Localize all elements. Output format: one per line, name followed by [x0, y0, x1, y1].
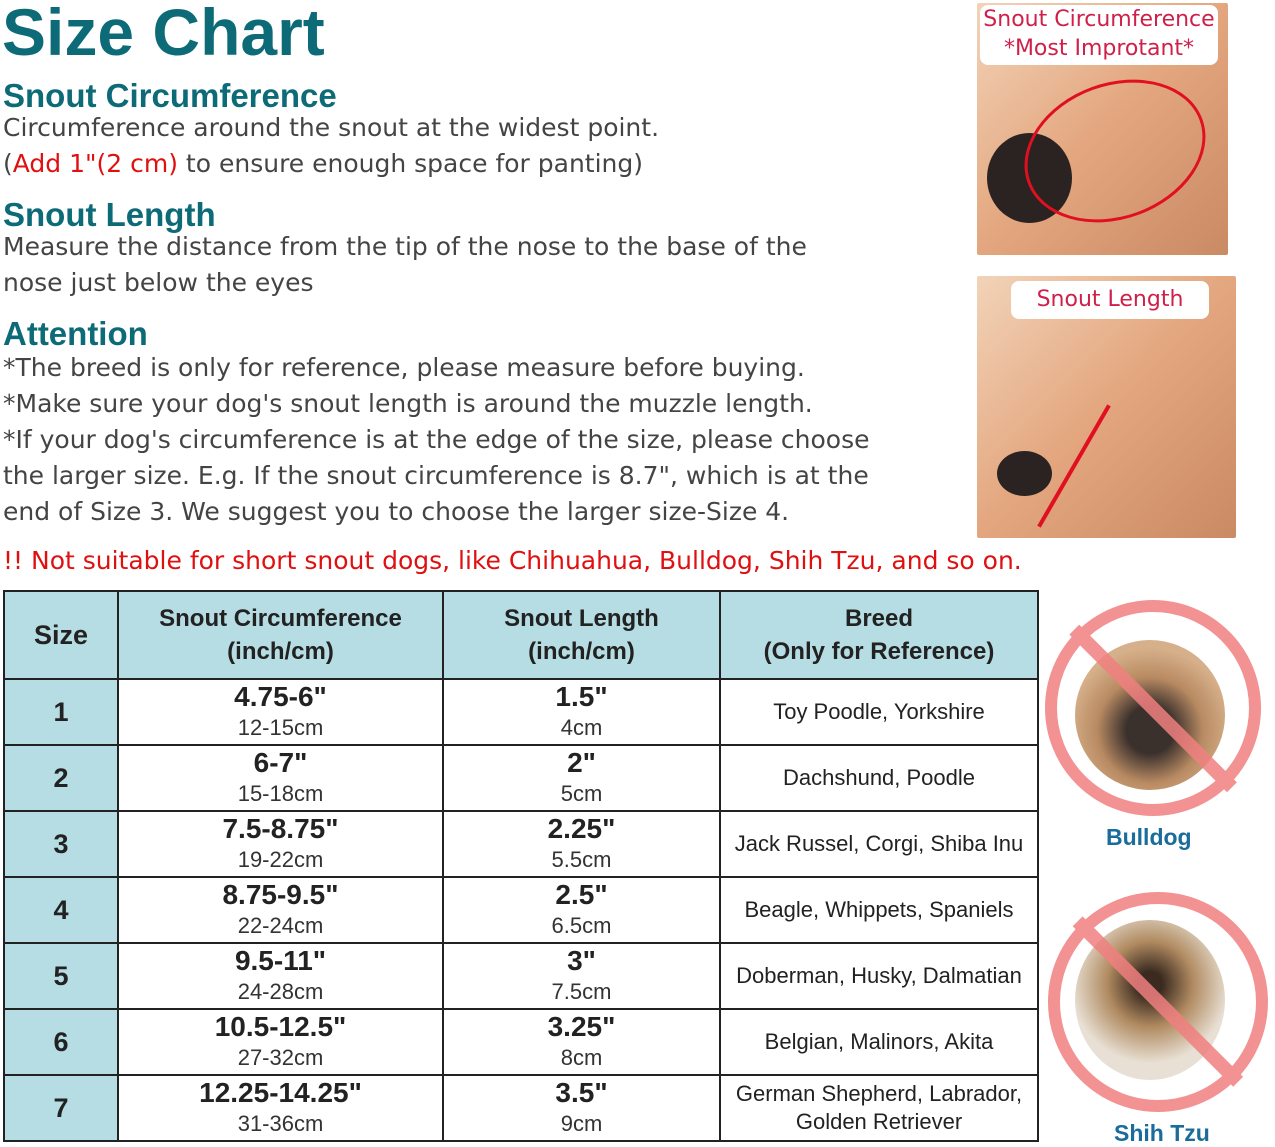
table-row: [4, 1075, 1038, 1141]
table-row: [4, 1009, 1038, 1075]
attention-line: end of Size 3. We suggest you to choose the larger size-Size 4.: [3, 497, 790, 526]
circumference-inch: 8.75-9.5": [222, 879, 339, 910]
length-inch: 3": [567, 945, 596, 976]
breed-cell: Belgian, Malinors, Akita: [720, 1009, 1038, 1075]
length-inch: 3.25": [547, 1011, 616, 1042]
add-allowance: Add 1"(2 cm): [12, 149, 178, 178]
header-line: (inch/cm): [227, 638, 334, 665]
length-cm: 5cm: [560, 781, 603, 806]
attention-heading: Attention: [3, 315, 148, 352]
circumference-note: [3, 146, 643, 182]
attention-line: *If your dog's circumference is at the edge of the size, please choose: [3, 425, 870, 454]
header-line: Snout Length: [504, 605, 659, 632]
attention-line: *Make sure your dog's snout length is around the muzzle length.: [3, 389, 813, 418]
breed-cell: Jack Russel, Corgi, Shiba Inu: [720, 811, 1038, 877]
circumference-inch: 7.5-8.75": [222, 813, 339, 844]
circumference-cell: [118, 745, 443, 811]
circumference-cell: [118, 1009, 443, 1075]
table-row: [4, 877, 1038, 943]
length-cell: [443, 1075, 720, 1141]
length-cell: [443, 1009, 720, 1075]
circumference-inch: 10.5-12.5": [214, 1011, 347, 1042]
prohibited-icon: [1045, 600, 1261, 816]
length-inch: 1.5": [555, 681, 608, 712]
header-length: [443, 591, 720, 679]
bulldog-label: Bulldog: [1106, 824, 1192, 850]
header-line: Breed: [844, 605, 914, 632]
label-line: *Most Improtant*: [1003, 36, 1195, 61]
snout-length-photo: [977, 276, 1236, 538]
circumference-cm: 31-36cm: [237, 1111, 324, 1136]
length-cm: 7.5cm: [551, 979, 612, 1004]
breed-cell: Doberman, Husky, Dalmatian: [720, 943, 1038, 1009]
breed-cell: Toy Poodle, Yorkshire: [720, 679, 1038, 745]
length-cm: 5.5cm: [551, 847, 612, 872]
snout-circumference-photo: [977, 3, 1228, 255]
circumference-cell: [118, 811, 443, 877]
length-cm: 4cm: [560, 715, 603, 740]
table-row: [4, 745, 1038, 811]
length-inch: 2": [567, 747, 596, 778]
size-cell: 7: [4, 1075, 118, 1141]
circumference-inch: 4.75-6": [234, 681, 327, 712]
size-table: [3, 590, 1039, 1142]
size-cell: 5: [4, 943, 118, 1009]
circumference-cell: [118, 679, 443, 745]
attention-line: the larger size. E.g. If the snout circumference is 8.7", which is at the: [3, 461, 869, 490]
breed-cell: Beagle, Whippets, Spaniels: [720, 877, 1038, 943]
circumference-heading: Snout Circumference: [3, 77, 337, 114]
circumference-cm: 19-22cm: [237, 847, 324, 872]
circumference-cell: [118, 1075, 443, 1141]
header-size: Size: [4, 591, 118, 679]
length-cell: [443, 943, 720, 1009]
header-line: (Only for Reference): [763, 638, 995, 665]
table-row: [4, 811, 1038, 877]
circumference-cm: 15-18cm: [237, 781, 324, 806]
length-text-1: Measure the distance from the tip of the nose to the base of the: [3, 232, 807, 261]
prohibited-icon: [1048, 892, 1268, 1112]
circumference-cm: 22-24cm: [237, 913, 324, 938]
header-circumference: [118, 591, 443, 679]
header-line: (inch/cm): [528, 638, 635, 665]
length-cm: 6.5cm: [551, 913, 612, 938]
warning-text: !! Not suitable for short snout dogs, like Chihuahua, Bulldog, Shih Tzu, and so on.: [3, 546, 1022, 575]
length-text-2: nose just below the eyes: [3, 268, 314, 297]
size-cell: 1: [4, 679, 118, 745]
circumference-text: Circumference around the snout at the widest point.: [3, 113, 660, 142]
table-header: [4, 591, 1038, 679]
size-cell: 6: [4, 1009, 118, 1075]
circumference-cell: [118, 943, 443, 1009]
length-cm: 9cm: [560, 1111, 603, 1136]
circumference-cm: 24-28cm: [237, 979, 324, 1004]
circumference-cell: [118, 877, 443, 943]
circumference-photo-label: [980, 5, 1218, 65]
length-inch: 2.5": [555, 879, 608, 910]
header-line: Snout Circumference: [159, 605, 402, 632]
circumference-cm: 12-15cm: [237, 715, 324, 740]
circumference-inch: 9.5-11": [234, 945, 327, 976]
table-row: [4, 943, 1038, 1009]
length-inch: 3.5": [555, 1077, 608, 1108]
breed-cell: German Shepherd, Labrador, Golden Retriever: [720, 1075, 1038, 1141]
table-row: [4, 679, 1038, 745]
label-line: Snout Circumference: [983, 7, 1215, 32]
length-inch: 2.25": [547, 813, 616, 844]
size-cell: 3: [4, 811, 118, 877]
shihtzu-label: Shih Tzu: [1114, 1120, 1210, 1146]
length-cm: 8cm: [560, 1045, 603, 1070]
length-cell: [443, 679, 720, 745]
size-cell: 4: [4, 877, 118, 943]
size-cell: 2: [4, 745, 118, 811]
page-title: Size Chart: [2, 0, 325, 69]
length-cell: [443, 745, 720, 811]
length-cell: [443, 877, 720, 943]
length-photo-label: Snout Length: [1011, 281, 1209, 319]
circumference-inch: 12.25-14.25": [199, 1077, 362, 1108]
dog-nose-icon: [997, 451, 1052, 496]
circumference-inch: 6-7": [253, 747, 308, 778]
header-breed: [720, 591, 1038, 679]
length-cell: [443, 811, 720, 877]
breed-cell: Dachshund, Poodle: [720, 745, 1038, 811]
paren: (: [3, 149, 13, 178]
length-heading: Snout Length: [3, 196, 216, 233]
note-rest: to ensure enough space for panting): [177, 149, 644, 178]
attention-line: *The breed is only for reference, please measure before buying.: [3, 353, 805, 382]
circumference-cm: 27-32cm: [237, 1045, 324, 1070]
